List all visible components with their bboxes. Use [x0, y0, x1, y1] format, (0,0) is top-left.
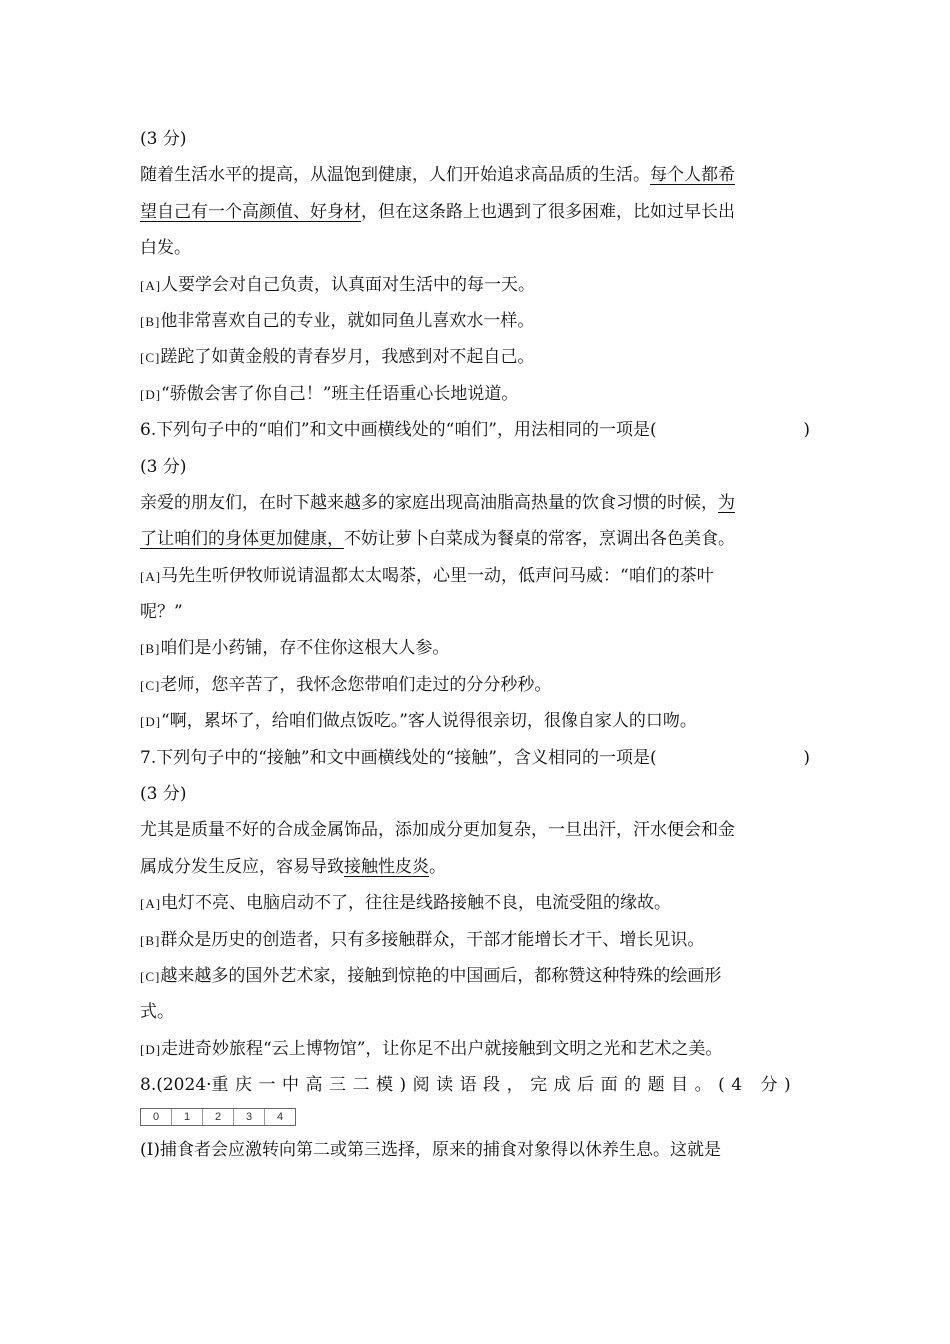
score-box-0[interactable]: 0 — [141, 1109, 172, 1125]
q6-option-a-cont: 呢？” — [140, 602, 183, 623]
q6-option-d[interactable]: [D]“啊，累坏了，给咱们做点饭吃。”客人说得很亲切，很像自家人的口吻。 — [140, 711, 697, 732]
q5-option-d[interactable]: [D]“骄傲会害了你自己！”班主任语重心长地说道。 — [140, 383, 519, 404]
q5-passage-line-3: 白发。 — [140, 238, 191, 259]
q6-option-c[interactable]: [C]老师，您辛苦了，我怀念您带咱们走过的分分秒秒。 — [140, 674, 552, 695]
score-box-3[interactable]: 3 — [234, 1109, 265, 1125]
q7-passage-line-2: 属成分发生反应，容易导致接触性皮炎。 — [140, 856, 446, 877]
underlined-phrase: 了让咱们的身体更加健康， — [140, 529, 344, 550]
q5-passage-line-1: 随着生活水平的提高，从温饱到健康，人们开始追求高品质的生活。每个人都希 — [140, 165, 735, 186]
q8-passage-line-1: (Ⅰ)捕食者会应激转向第二或第三选择，原来的捕食对象得以休养生息。这就是 — [140, 1139, 721, 1160]
underlined-phrase: 望自己有一个高颜值、好身材 — [140, 201, 361, 222]
q7-option-d[interactable]: [D]走进奇妙旅程“云上博物馆”，让你足不出户就接触到文明之光和艺术之美。 — [140, 1038, 723, 1059]
underlined-phrase: 每个人都希 — [650, 165, 735, 186]
q7-option-b[interactable]: [B]群众是历史的创造者，只有多接触群众，干部才能增长才干、增长见识。 — [140, 929, 705, 950]
q5-passage-line-2: 望自己有一个高颜值、好身材，但在这条路上也遇到了很多困难，比如过早长出 — [140, 201, 735, 222]
q6-stem: 6.下列句子中的“咱们”和文中画横线处的“咱们”，用法相同的一项是( ) — [140, 412, 812, 448]
q7-passage-line-1: 尤其是质量不好的合成金属饰品，添加成分更加复杂，一旦出汗，汗水便会和金 — [140, 820, 735, 841]
q6-score: (3 分) — [140, 456, 187, 477]
score-box-2[interactable]: 2 — [203, 1109, 234, 1125]
underlined-phrase: 为 — [718, 492, 735, 513]
q7-option-a[interactable]: [A]电灯不亮、电脑启动不了，往往是线路接触不良，电流受阻的缘故。 — [140, 893, 672, 914]
q6-option-b[interactable]: [B]咱们是小药铺，存不住你这根大人参。 — [140, 638, 450, 659]
q5-option-b[interactable]: [B]他非常喜欢自己的专业，就如同鱼儿喜欢水一样。 — [140, 310, 535, 331]
score-box-1[interactable]: 1 — [172, 1109, 203, 1125]
answer-paren-close: ) — [803, 420, 810, 441]
q5-score: (3 分) — [140, 129, 187, 149]
score-box-4[interactable]: 4 — [276, 1110, 284, 1123]
q6-passage-line-1: 亲爱的朋友们，在时下越来越多的家庭出现高油脂高热量的饮食习惯的时候，为 — [140, 492, 735, 513]
question-content — [140, 121, 812, 1168]
q8-stem: 8.(2024·重庆一中高三二模)阅读语段，完成后面的题目。(4 分) — [140, 1075, 798, 1096]
q7-option-c[interactable]: [C]越来越多的国外艺术家，接触到惊艳的中国画后，都称赞这种特殊的绘画形 — [140, 965, 722, 986]
q5-option-a[interactable]: [A]人要学会对自己负责，认真面对生活中的每一天。 — [140, 274, 536, 295]
q6-option-a[interactable]: [A]马先生听伊牧师说请温都太太喝茶，心里一动，低声问马威：“咱们的茶叶 — [140, 565, 714, 586]
q7-score: (3 分) — [140, 784, 187, 805]
score-boxes — [140, 1108, 296, 1126]
q7-stem: 7.下列句子中的“接触”和文中画横线处的“接触”，含义相同的一项是( ) — [140, 740, 812, 776]
answer-paren-close: ) — [803, 747, 810, 768]
underlined-phrase: 接触性皮炎 — [344, 856, 429, 877]
q7-option-c-cont: 式。 — [140, 1002, 174, 1023]
q5-option-c[interactable]: [C]蹉跎了如黄金般的青春岁月，我感到对不起自己。 — [140, 347, 535, 368]
score-box-row — [140, 1104, 812, 1132]
q6-passage-line-2: 了让咱们的身体更加健康，不妨让萝卜白菜成为餐桌的常客，烹调出各色美食。 — [140, 529, 735, 550]
